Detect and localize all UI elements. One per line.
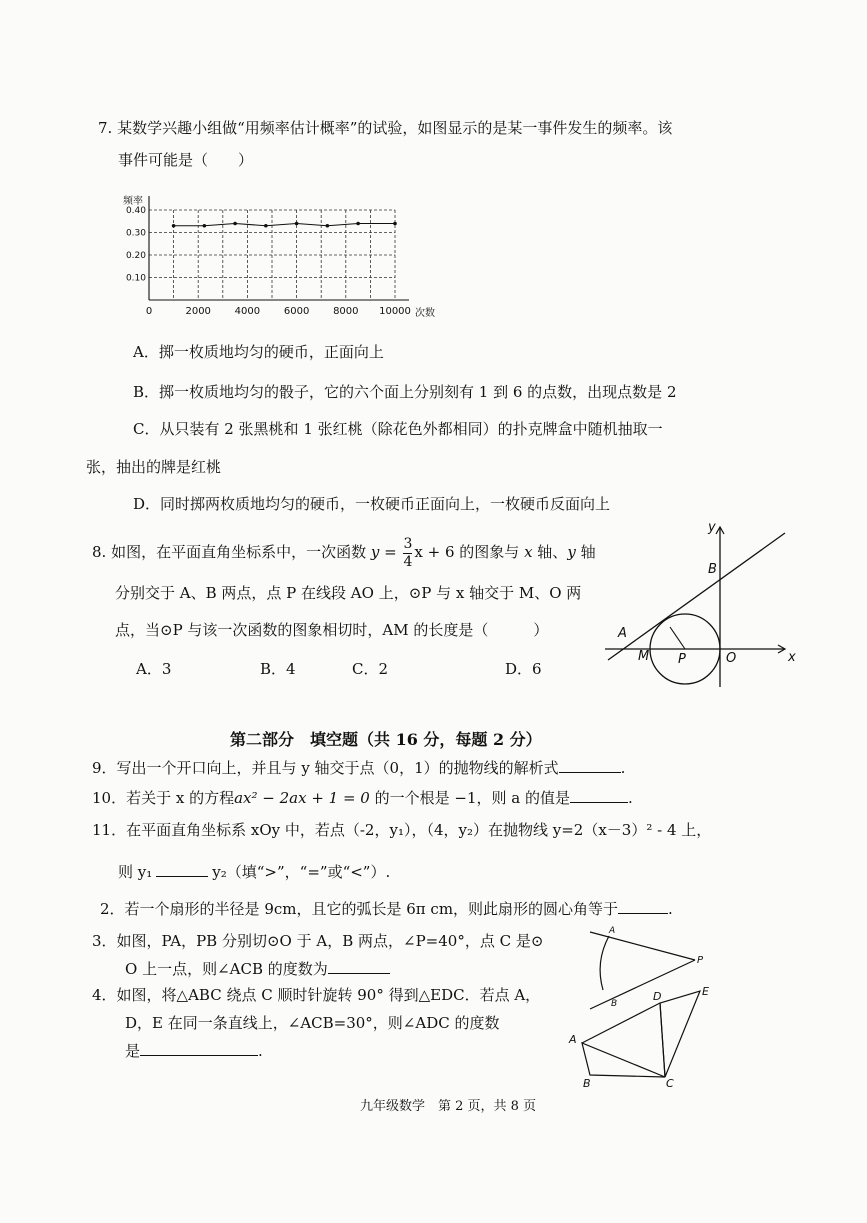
q14-answer-blank[interactable] [140, 1040, 258, 1056]
q8-frac-num: 3 [403, 535, 413, 552]
q8-stem-line2: 分别交于 A、B 两点，点 P 在线段 AO 上，⊙P 与 x 轴交于 M、O 两 [115, 584, 582, 602]
q14-figure [565, 985, 725, 1095]
chart-data-point [356, 222, 360, 226]
q14-label-c: C [666, 1077, 674, 1090]
q11-mid: y₂（填“>”，“=”或“<”）. [212, 863, 391, 881]
q10-end: . [628, 789, 633, 807]
q8-label-y: y [708, 520, 716, 535]
q11-line2 [118, 861, 390, 882]
q8-tail2: 轴 [575, 543, 596, 561]
q13-text: O 上一点，则∠ACB 的度数为 [125, 960, 328, 978]
q8-label-m: M [638, 649, 650, 664]
q10-answer-blank[interactable] [570, 787, 628, 803]
q8-frac-den: 4 [403, 553, 413, 570]
q8-stem-line1 [92, 534, 596, 571]
q9-answer-blank[interactable] [559, 757, 621, 773]
q14-line2: D，E 在同一条直线上，∠ACB=30°，则∠ADC 的度数 [125, 1014, 500, 1032]
q13-label-a: A [609, 926, 616, 936]
chart-x-tick-label: 8000 [333, 306, 359, 317]
q7-option-c-line2: 张，抽出的牌是红桃 [86, 458, 222, 476]
chart-data-point [295, 222, 299, 226]
q8-label-b: B [708, 562, 717, 577]
q8-option-d: D．6 [505, 660, 542, 678]
q14-label-d: D [653, 990, 662, 1003]
q14-label-b: B [583, 1077, 591, 1090]
q10-line [92, 787, 633, 808]
q8-func-rest: x + 6 的图象与 [414, 543, 520, 561]
chart-data-point [326, 224, 330, 228]
section2-title: 第二部分 填空题（共 16 分，每题 2 分） [230, 730, 542, 749]
q7-option-a: A．掷一枚质地均匀的硬币，正面向上 [133, 343, 384, 361]
chart-y-tick-label: 0.30 [125, 228, 146, 239]
chart-x-tick-label: 0 [145, 306, 153, 317]
q8-label-p: P [678, 652, 686, 667]
q8-function-line [608, 533, 785, 660]
q8-option-c: C．2 [352, 660, 389, 678]
chart-y-tick-label: 0.40 [125, 206, 146, 216]
q7-stem-line1: 7. 某数学兴趣小组做“用频率估计概率”的试验，如图显示的是某一事件发生的频率。该 [98, 119, 673, 137]
q12-end: . [668, 900, 673, 918]
q8-label-a: A [618, 626, 627, 641]
q8-radius [670, 627, 685, 649]
chart-data-point [264, 224, 268, 228]
q11-answer-blank[interactable] [156, 861, 208, 877]
q12-line [100, 898, 673, 919]
q8-label-o: O [726, 651, 737, 666]
q14-label-a: A [569, 1033, 577, 1046]
chart-series-line [174, 224, 395, 226]
q10-equation: ax² − 2ax + 1 = 0 [234, 789, 370, 807]
q8-figure [600, 515, 800, 695]
q13-line2 [125, 958, 390, 979]
q13-label-p: P [697, 955, 704, 966]
q13-answer-blank[interactable] [328, 958, 390, 974]
q14-line-ad [582, 1003, 660, 1043]
q8-func-eq: = [379, 543, 402, 561]
chart-data-point [233, 222, 237, 226]
q14-pre: 是 [125, 1042, 141, 1060]
q13-line1: 3．如图，PA，PB 分别切⊙O 于 A，B 两点，∠P=40°，点 C 是⊙ [92, 932, 544, 950]
q12-answer-blank[interactable] [618, 898, 668, 914]
q8-option-a: A．3 [136, 660, 172, 678]
q13-circle-arc [600, 936, 609, 990]
chart-x-tick-label: 6000 [283, 306, 310, 317]
chart-series [172, 222, 397, 228]
chart-data-point [393, 222, 397, 226]
q8-tail-y: y [567, 543, 576, 561]
q7-option-c-line1: C．从只装有 2 张黑桃和 1 张红桃（除花色外都相同）的扑克牌盒中随机抽取一 [133, 420, 663, 438]
q14-label-e: E [702, 985, 709, 998]
q14-end: . [258, 1042, 263, 1060]
q13-tangent-pa [590, 932, 695, 960]
q8-label-x: x [788, 650, 796, 665]
q14-triangle-abc [582, 1043, 665, 1077]
q13-label-b: B [611, 999, 618, 1009]
frequency-chart [115, 188, 450, 323]
q14-line1: 4．如图，将△ABC 绕点 C 顺时针旋转 90° 得到△EDC．若点 A， [92, 986, 541, 1004]
q8-tail-x: x [524, 543, 533, 561]
chart-x-tick-label: 10000 [379, 306, 411, 317]
q8-tail1: 轴、 [532, 543, 568, 561]
q8-func-y: y [370, 543, 380, 561]
chart-data-point [203, 224, 207, 228]
q8-option-b: B．4 [260, 660, 296, 678]
chart-ylabel: 频率 [123, 196, 143, 207]
q7-stem-line2: 事件可能是（ ） [118, 151, 254, 169]
q9-line [92, 757, 625, 778]
q7-option-d: D．同时掷两枚质地均匀的硬币，一枚硬币正面向上，一枚硬币反面向上 [133, 495, 611, 513]
q14-triangle-edc [660, 991, 700, 1077]
chart-x-tick-label: 4000 [234, 306, 261, 317]
q8-stem-line3: 点，当⊙P 与该一次函数的图象相切时，AM 的长度是（ ） [115, 621, 549, 639]
q14-line-dc [660, 1003, 665, 1077]
q14-line3 [125, 1040, 263, 1061]
q7-option-b: B．掷一枚质地均匀的骰子，它的六个面上分别刻有 1 到 6 的点数，出现点数是 2 [133, 383, 677, 401]
chart-y-tick-label: 0.20 [125, 251, 146, 261]
q11-line1: 11．在平面直角坐标系 xOy 中，若点（-2，y₁），（4，y₂）在抛物线 y=2（x－3）² - 4 上， [92, 821, 712, 839]
q10-post: 的一个根是 −1，则 a 的值是 [369, 789, 570, 807]
q9-text: 9．写出一个开口向上，并且与 y 轴交于点（0，1）的抛物线的解析式 [92, 759, 559, 777]
q8-intro: 8. 如图，在平面直角坐标系中，一次函数 [92, 543, 367, 561]
chart-data-point [172, 224, 176, 228]
page-footer: 九年级数学 第 2 页，共 8 页 [360, 1099, 537, 1114]
chart-y-tick-label: 0.10 [125, 273, 146, 284]
q10-pre: 10．若关于 x 的方程 [92, 789, 235, 807]
chart-xlabel: 次数 [415, 308, 435, 319]
q12-text: 2．若一个扇形的半径是 9cm，且它的弧长是 6π cm，则此扇形的圆心角等于 [100, 900, 619, 918]
q9-end: . [620, 759, 626, 777]
chart-x-tick-label: 2000 [185, 306, 211, 317]
q11-pre: 则 y₁ [118, 863, 153, 881]
q8-fraction [403, 536, 412, 571]
